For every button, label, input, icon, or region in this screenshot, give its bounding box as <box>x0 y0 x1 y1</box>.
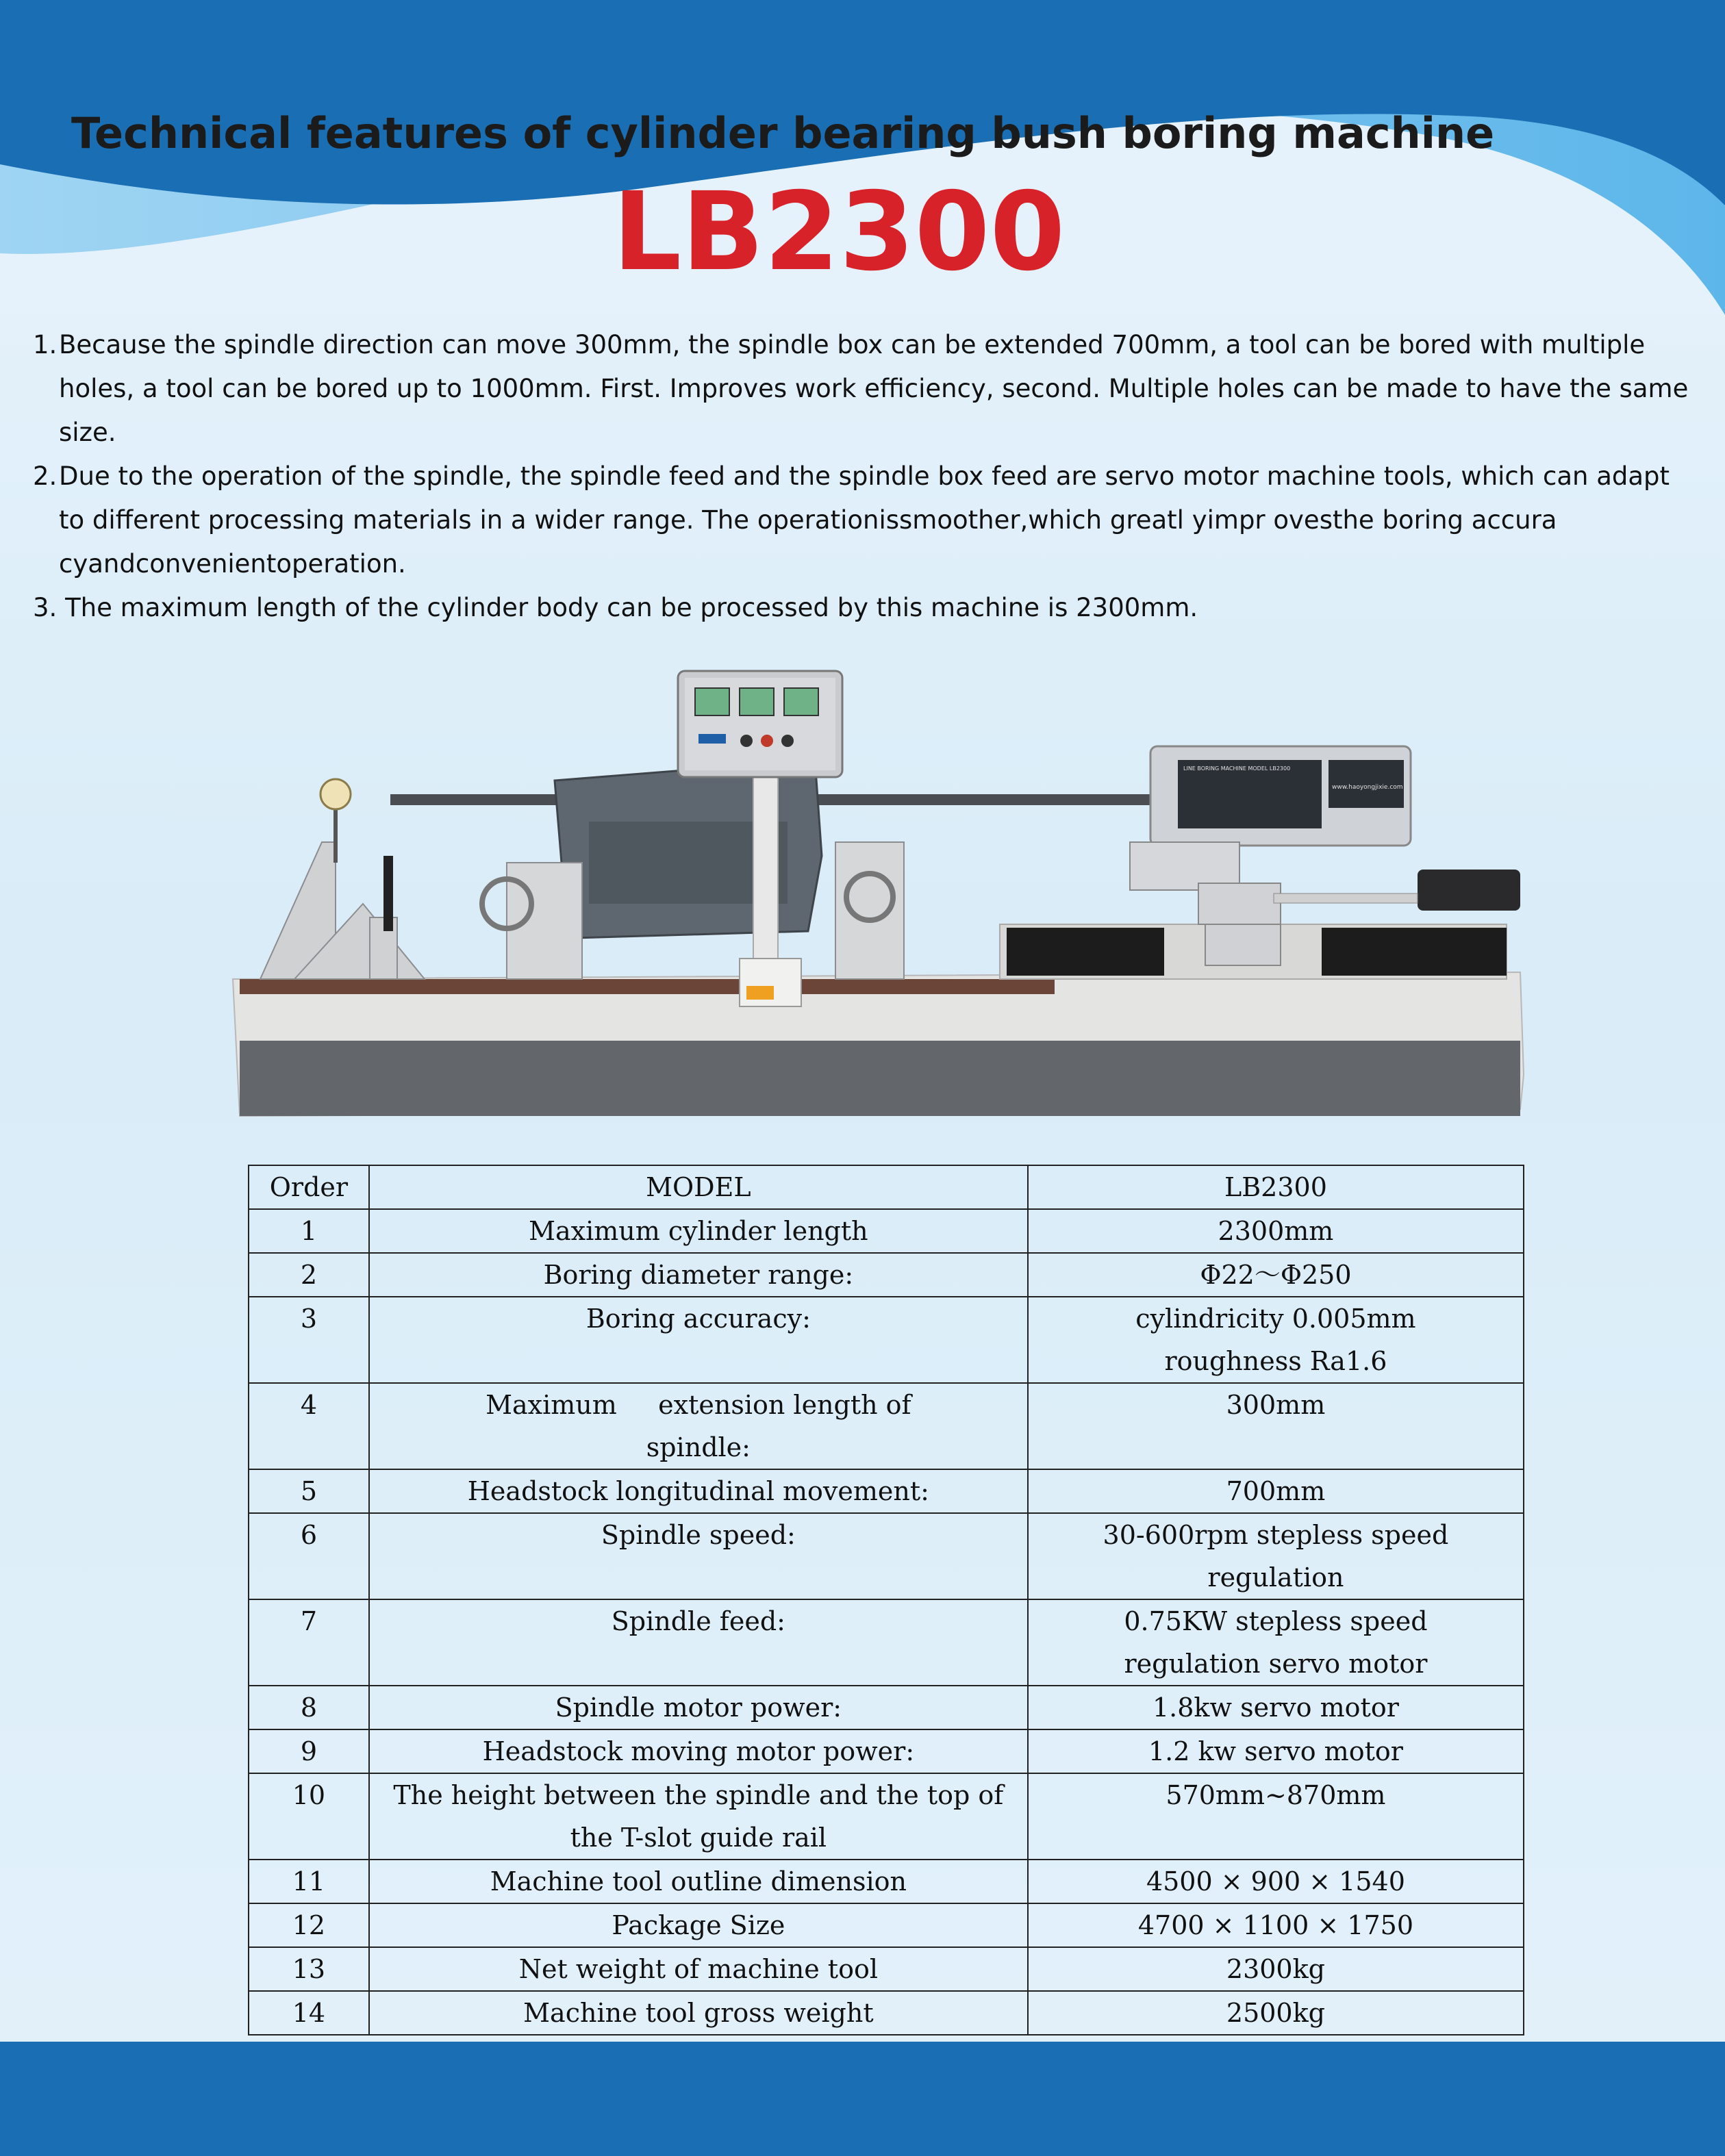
model-name: LB2300 <box>612 169 1066 295</box>
table-cell: Maximum cylinder length <box>369 1209 1028 1253</box>
table-cell: 4500 × 900 × 1540 <box>1028 1860 1524 1903</box>
page-title: Technical features of cylinder bearing bush boring machine <box>71 108 1495 158</box>
table-row <box>249 1383 1524 1469</box>
table-row <box>249 1297 1524 1383</box>
table-cell: Φ22～Φ250 <box>1028 1253 1524 1297</box>
table-cell: 1.2 kw servo motor <box>1028 1729 1524 1773</box>
table-cell: Spindle motor power: <box>369 1686 1028 1729</box>
table-cell: 7 <box>249 1599 369 1686</box>
feature-item <box>33 455 1690 586</box>
table-cell: Net weight of machine tool <box>369 1947 1028 1991</box>
table-cell: Boring diameter range: <box>369 1253 1028 1297</box>
table-cell: Headstock longitudinal movement: <box>369 1469 1028 1513</box>
table-cell: 2300kg <box>1028 1947 1524 1991</box>
table-row <box>249 1253 1524 1297</box>
table-cell: 5 <box>249 1469 369 1513</box>
table-cell: 11 <box>249 1860 369 1903</box>
table-cell: The height between the spindle and the top of the T-slot guide rail <box>369 1773 1028 1860</box>
table-cell: 1.8kw servo motor <box>1028 1686 1524 1729</box>
header-cell: Order <box>249 1165 369 1209</box>
table-cell: 4 <box>249 1383 369 1469</box>
table-cell: 30-600rpm stepless speed regulation <box>1028 1513 1524 1599</box>
feature-item <box>33 586 1690 630</box>
table-cell: 3 <box>249 1297 369 1383</box>
table-cell: Maximum extension length of spindle: <box>369 1383 1028 1469</box>
table-row <box>249 1991 1524 2035</box>
table-row <box>249 1729 1524 1773</box>
machine-plate-title: LINE BORING MACHINE MODEL LB2300 <box>1183 765 1291 772</box>
table-cell: 0.75KW stepless speed regulation servo motor <box>1028 1599 1524 1686</box>
table-cell: 2 <box>249 1253 369 1297</box>
table-cell: 10 <box>249 1773 369 1860</box>
table-cell: Machine tool gross weight <box>369 1991 1028 2035</box>
table-cell: 14 <box>249 1991 369 2035</box>
table-row <box>249 1903 1524 1947</box>
boring-machine-illustration <box>219 657 1575 1137</box>
feature-text: The maximum length of the cylinder body can be processed by this machine is 2300mm. <box>57 593 1198 622</box>
table-cell: 12 <box>249 1903 369 1947</box>
table-cell: Spindle speed: <box>369 1513 1028 1599</box>
table-cell: 570mm~870mm <box>1028 1773 1524 1860</box>
table-cell: 13 <box>249 1947 369 1991</box>
feature-number: 2. <box>33 461 58 491</box>
table-cell: 6 <box>249 1513 369 1599</box>
table-cell: Package Size <box>369 1903 1028 1947</box>
table-row <box>249 1947 1524 1991</box>
header-cell: LB2300 <box>1028 1165 1524 1209</box>
table-row <box>249 1860 1524 1903</box>
feature-number: 3. <box>33 593 58 622</box>
footer-band <box>0 2042 1725 2156</box>
feature-text: Because the spindle direction can move 300mm, the spindle box can be extended 700mm, a tool can be bored with multiple holes, a tool can be bored up to 1000mm. First. Improves work efficiency, second. Multiple holes can be made to have the same size. <box>59 330 1689 447</box>
table-row <box>249 1599 1524 1686</box>
machine-plate-website: www.haoyongjixie.com <box>1332 784 1403 791</box>
table-cell: Boring accuracy: <box>369 1297 1028 1383</box>
table-cell: 700mm <box>1028 1469 1524 1513</box>
table-row <box>249 1209 1524 1253</box>
table-row <box>249 1469 1524 1513</box>
feature-number: 1. <box>33 330 58 359</box>
table-cell: 1 <box>249 1209 369 1253</box>
table-cell: 9 <box>249 1729 369 1773</box>
table-cell: 300mm <box>1028 1383 1524 1469</box>
table-row <box>249 1513 1524 1599</box>
table-cell: Machine tool outline dimension <box>369 1860 1028 1903</box>
table-row <box>249 1773 1524 1860</box>
spec-table <box>248 1165 1524 2035</box>
feature-item <box>33 323 1690 455</box>
table-cell: 8 <box>249 1686 369 1729</box>
table-header-row <box>249 1165 1524 1209</box>
header-cell: MODEL <box>369 1165 1028 1209</box>
table-cell: Spindle feed: <box>369 1599 1028 1686</box>
feature-list <box>33 323 1690 630</box>
table-row <box>249 1686 1524 1729</box>
table-cell: 2300mm <box>1028 1209 1524 1253</box>
feature-text: Due to the operation of the spindle, the spindle feed and the spindle box feed are servo motor machine tools, which can adapt to different processing materials in a wider range. The operationissmoother,which greatl yimpr ovesthe boring accura cyandconvenientoperation. <box>59 461 1670 579</box>
table-cell: 4700 × 1100 × 1750 <box>1028 1903 1524 1947</box>
table-cell: Headstock moving motor power: <box>369 1729 1028 1773</box>
table-cell: 2500kg <box>1028 1991 1524 2035</box>
table-cell: cylindricity 0.005mm roughness Ra1.6 <box>1028 1297 1524 1383</box>
